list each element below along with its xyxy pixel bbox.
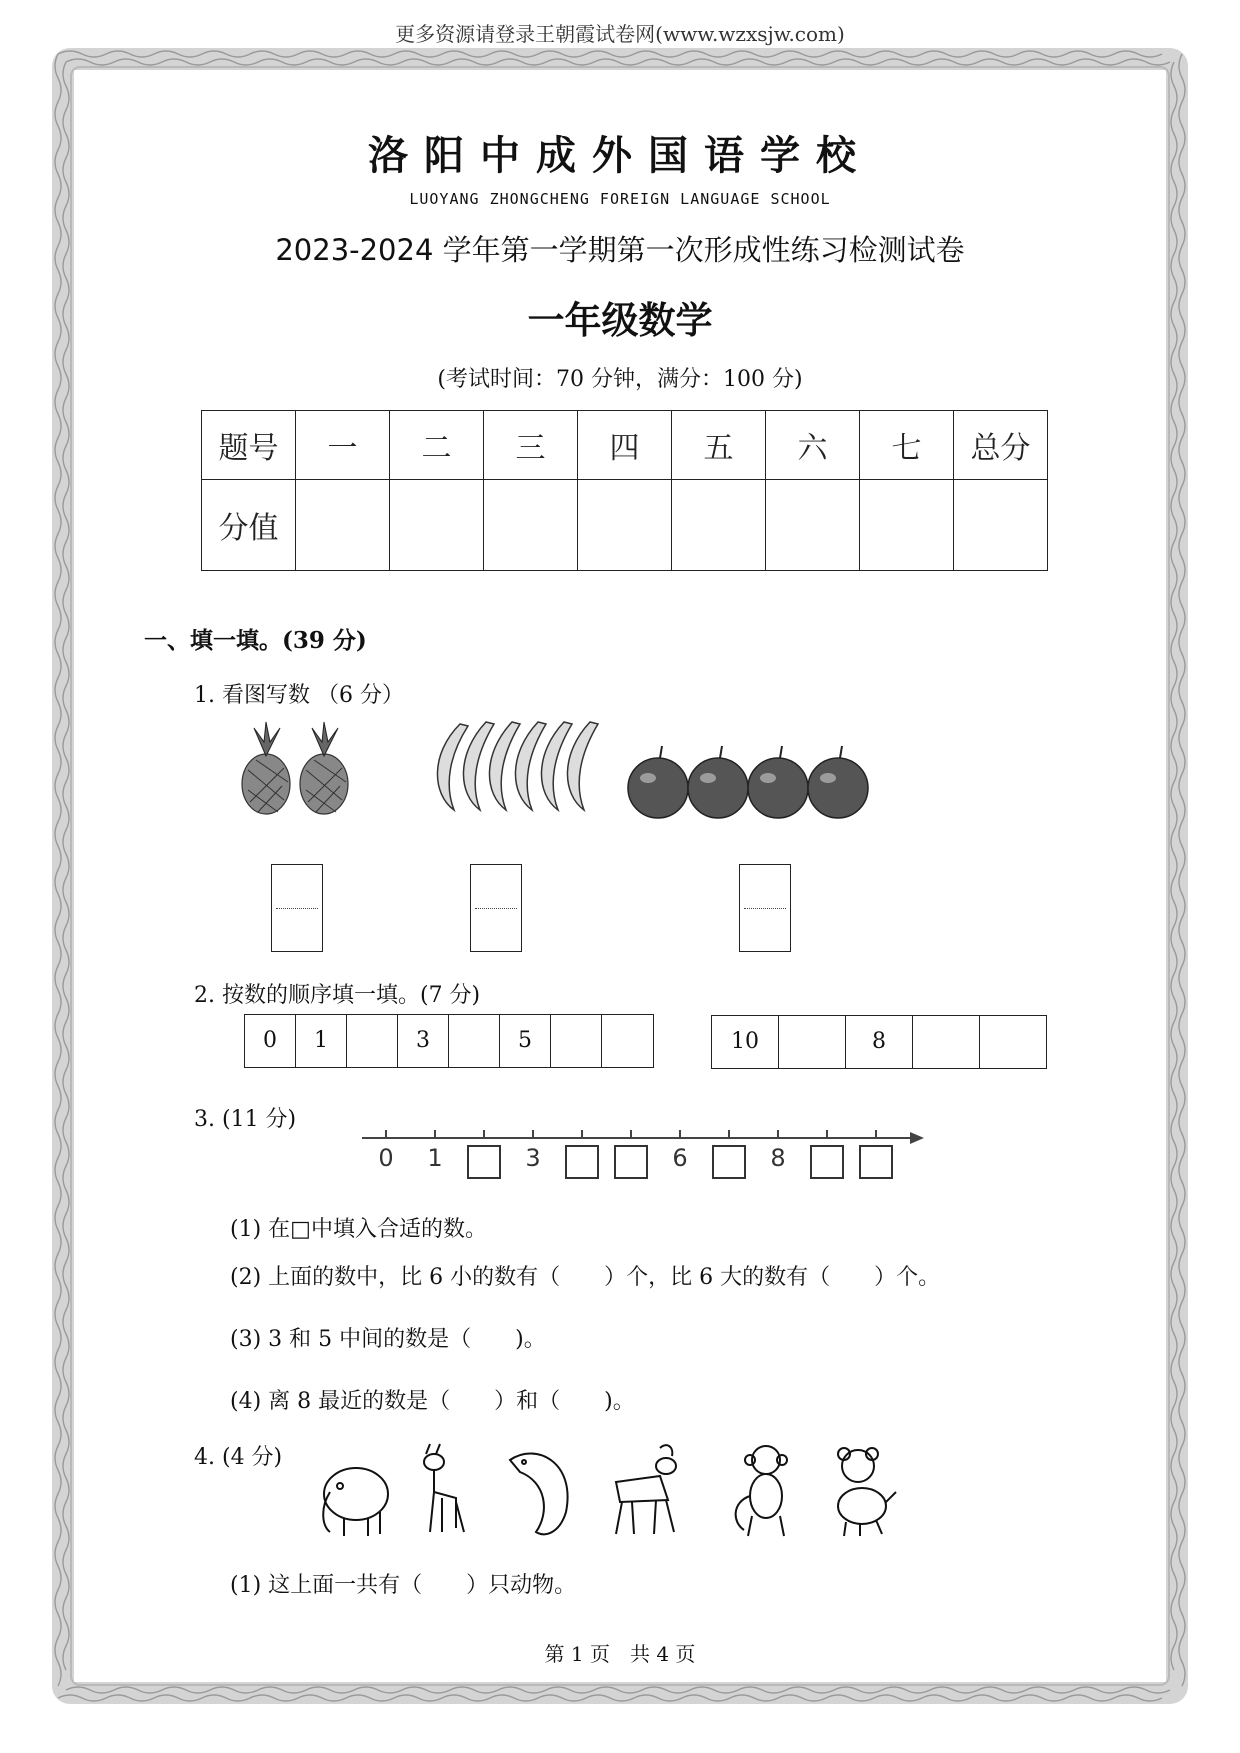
apple-icon <box>626 742 878 822</box>
pineapple-icon <box>238 720 378 820</box>
answer-box[interactable] <box>271 864 323 952</box>
animals-illustration <box>316 1442 906 1542</box>
number-line <box>358 1120 928 1186</box>
score-header-cell: 一 <box>296 411 390 480</box>
number-line-answer-box[interactable] <box>811 1146 843 1178</box>
deer-icon <box>424 1444 464 1532</box>
sequence-cell: 8 <box>846 1016 913 1068</box>
number-line-answer-box[interactable] <box>713 1146 745 1178</box>
score-input-cell[interactable] <box>484 480 578 571</box>
sequence-row-2 <box>711 1015 1047 1069</box>
sequence-cell: 1 <box>296 1015 347 1067</box>
sequence-cell: 10 <box>712 1016 779 1068</box>
score-table <box>201 410 1048 571</box>
score-input-cell[interactable] <box>672 480 766 571</box>
score-header-cell: 四 <box>578 411 672 480</box>
number-line-answer-box[interactable] <box>566 1146 598 1178</box>
sequence-input[interactable] <box>602 1015 653 1067</box>
score-input-cell[interactable] <box>578 480 672 571</box>
score-header-cell: 二 <box>390 411 484 480</box>
number-line-answer-box[interactable] <box>860 1146 892 1178</box>
sequence-input[interactable] <box>449 1015 500 1067</box>
number-line-label: 0 <box>378 1144 394 1172</box>
q3-part-4: (4) 离 8 最近的数是（ ）和（ )。 <box>230 1389 635 1414</box>
header-note: 更多资源请登录王朝霞试卷网(www.wzxsjw.com) <box>395 22 845 46</box>
sequence-input[interactable] <box>551 1015 602 1067</box>
score-row-label: 分值 <box>202 480 296 571</box>
sequence-cell: 5 <box>500 1015 551 1067</box>
score-header-cell: 五 <box>672 411 766 480</box>
number-line-label: 3 <box>525 1144 541 1172</box>
goat-icon <box>616 1445 676 1534</box>
answer-box[interactable] <box>739 864 791 952</box>
score-header-cell: 七 <box>860 411 954 480</box>
sequence-cell: 0 <box>245 1015 296 1067</box>
sequence-input[interactable] <box>980 1016 1046 1068</box>
answer-box[interactable] <box>470 864 522 952</box>
score-input-cell[interactable] <box>390 480 484 571</box>
score-input-cell[interactable] <box>954 480 1048 571</box>
number-line-answer-box[interactable] <box>615 1146 647 1178</box>
question-1: 1. 看图写数 （6 分） <box>194 683 404 708</box>
number-line-label: 1 <box>427 1144 443 1172</box>
sequence-cell: 3 <box>398 1015 449 1067</box>
subject-title: 一年级数学 <box>527 298 713 342</box>
q4-part-1: (1) 这上面一共有（ ）只动物。 <box>230 1573 577 1598</box>
elephant-icon <box>323 1468 388 1536</box>
score-input-cell[interactable] <box>296 480 390 571</box>
dolphin-icon <box>510 1453 568 1534</box>
score-header-cell: 三 <box>484 411 578 480</box>
score-input-cell[interactable] <box>766 480 860 571</box>
question-4: 4. (4 分) <box>194 1445 283 1470</box>
sequence-input[interactable] <box>913 1016 980 1068</box>
score-header-cell: 六 <box>766 411 860 480</box>
number-line-label: 6 <box>672 1144 688 1172</box>
banana-icon <box>420 714 600 814</box>
question-2: 2. 按数的顺序填一填。(7 分) <box>194 983 481 1008</box>
question-3: 3. (11 分) <box>194 1107 297 1132</box>
number-line-answer-box[interactable] <box>468 1146 500 1178</box>
score-header-cell: 题号 <box>202 411 296 480</box>
monkey-icon <box>736 1446 787 1536</box>
score-input-cell[interactable] <box>860 480 954 571</box>
school-name-en: LUOYANG ZHONGCHENG FOREIGN LANGUAGE SCHOOL <box>409 190 831 208</box>
q3-part-1: (1) 在□中填入合适的数。 <box>230 1217 487 1242</box>
exam-meta: (考试时间：70 分钟，满分：100 分) <box>437 367 803 392</box>
page-number: 第 1 页 共 4 页 <box>544 1642 696 1666</box>
sequence-input[interactable] <box>347 1015 398 1067</box>
score-header-cell: 总分 <box>954 411 1048 480</box>
q3-part-3: (3) 3 和 5 中间的数是（ )。 <box>230 1327 546 1352</box>
number-line-label: 8 <box>770 1144 786 1172</box>
sequence-row-1 <box>244 1014 654 1068</box>
exam-title: 2023-2024 学年第一学期第一次形成性练习检测试卷 <box>275 233 965 267</box>
q3-part-2: (2) 上面的数中，比 6 小的数有（ ）个，比 6 大的数有（ ）个。 <box>230 1265 941 1290</box>
dog-icon <box>838 1448 896 1536</box>
section-heading: 一、填一填。(39 分) <box>144 627 367 654</box>
school-name: 洛阳中成外国语学校 <box>368 132 872 179</box>
sequence-input[interactable] <box>779 1016 846 1068</box>
